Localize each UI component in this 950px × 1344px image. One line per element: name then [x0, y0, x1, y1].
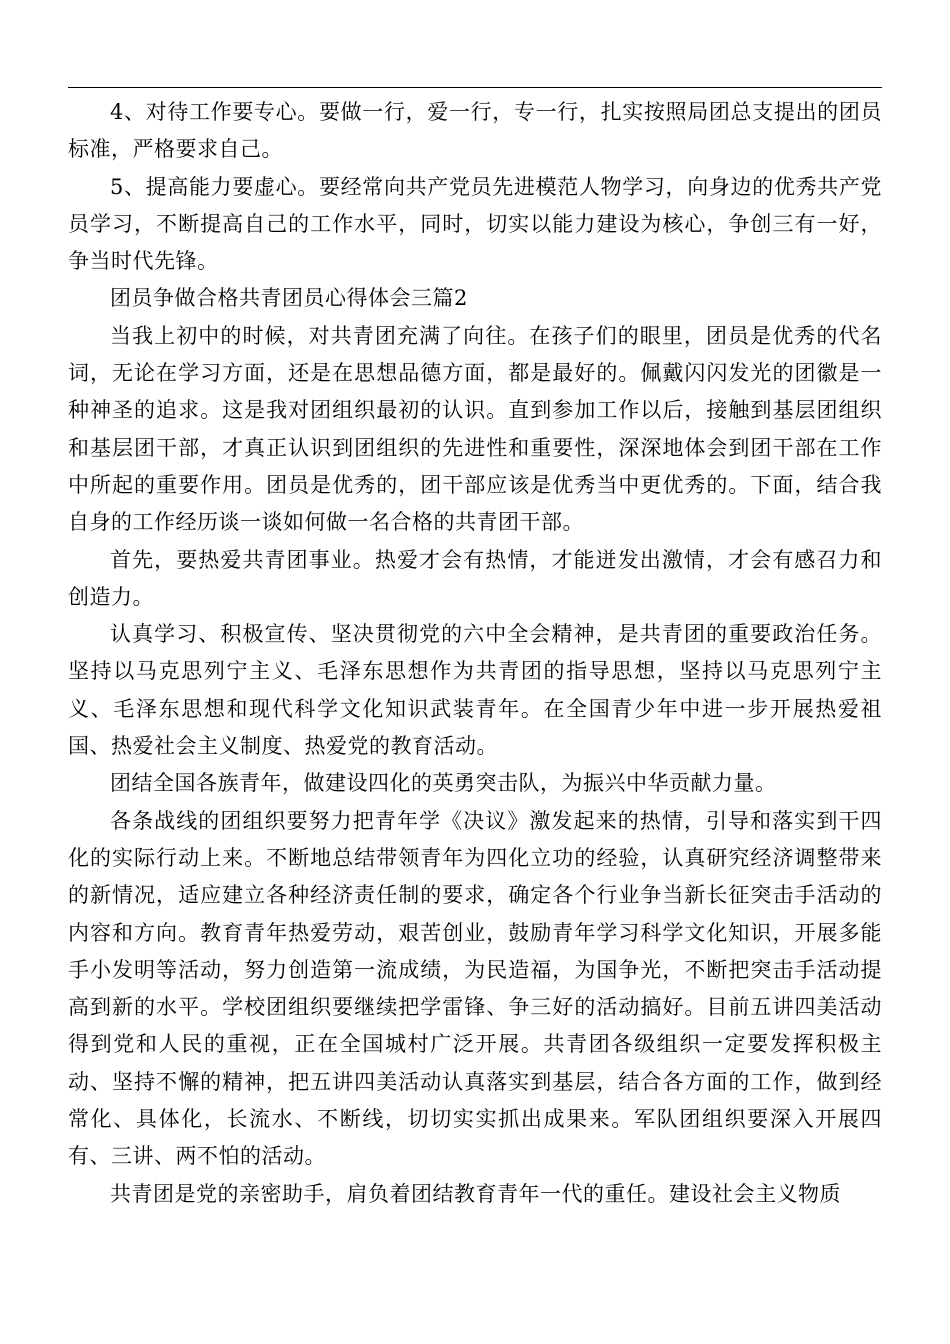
paragraph-item-4: 4、对待工作要专心。要做一行，爱一行，专一行，扎实按照局团总支提出的团员标准，严格要求自己。	[68, 100, 882, 162]
paragraph-intro: 当我上初中的时候，对共青团充满了向往。在孩子们的眼里，团员是优秀的代名词，无论在学习方面，还是在思想品德方面，都是最好的。佩戴闪闪发光的团徽是一种神圣的追求。这是我对团组织最初的认识。直到参加工作以后，接触到基层团组织和基层团干部，才真正认识到团组织的先进性和重要性，深深地体会到团干部在工作中所起的重要作用。团员是优秀的，团干部应该是优秀当中更优秀的。下面，结合我自身的工作经历谈一谈如何做一名合格的共青团干部。	[68, 323, 882, 535]
paragraph-first: 首先，要热爱共青团事业。热爱才会有热情，才能迸发出激情，才会有感召力和创造力。	[68, 547, 882, 609]
paragraph-unite: 团结全国各族青年，做建设四化的英勇突击队，为振兴中华贡献力量。	[110, 771, 777, 796]
paragraph-item-5: 5、提高能力要虚心。要经常向共产党员先进模范人物学习，向身边的优秀共产党员学习，不断提高自己的工作水平，同时，切实以能力建设为核心，争创三有一好，争当时代先锋。	[68, 174, 882, 274]
paragraph-assistant: 共青团是党的亲密助手，肩负着团结教育青年一代的重任。建设社会主义物质	[110, 1181, 841, 1206]
header-rule	[68, 87, 882, 88]
document-body	[68, 94, 882, 1213]
section-heading: 团员争做合格共青团员心得体会三篇2	[110, 286, 468, 311]
paragraph-organizations: 各条战线的团组织要努力把青年学《决议》激发起来的热情，引导和落实到干四化的实际行动上来。不断地总结带领青年为四化立功的经验，认真研究经济调整带来的新情况，适应建立各种经济责任制的要求，确定各个行业争当新长征突击手活动的内容和方向。教育青年热爱劳动，艰苦创业，鼓励青年学习科学文化知识，开展多能手小发明等活动，努力创造第一流成绩，为民造福，为国争光，不断把突击手活动提高到新的水平。学校团组织要继续把学雷锋、争三好的活动搞好。目前五讲四美活动得到党和人民的重视，正在全国城村广泛开展。共青团各级组织一定要发挥积极主动、坚持不懈的精神，把五讲四美活动认真落实到基层，结合各方面的工作，做到经常化、具体化，长流水、不断线，切切实实抓出成果来。军队团组织要深入开展四有、三讲、两不怕的活动。	[68, 808, 882, 1169]
paragraph-study: 认真学习、积极宣传、坚决贯彻党的六中全会精神，是共青团的重要政治任务。坚持以马克思列宁主义、毛泽东思想作为共青团的指导思想，坚持以马克思列宁主义、毛泽东思想和现代科学文化知识武装青年。在全国青少年中进一步开展热爱祖国、热爱社会主义制度、热爱党的教育活动。	[68, 622, 882, 759]
